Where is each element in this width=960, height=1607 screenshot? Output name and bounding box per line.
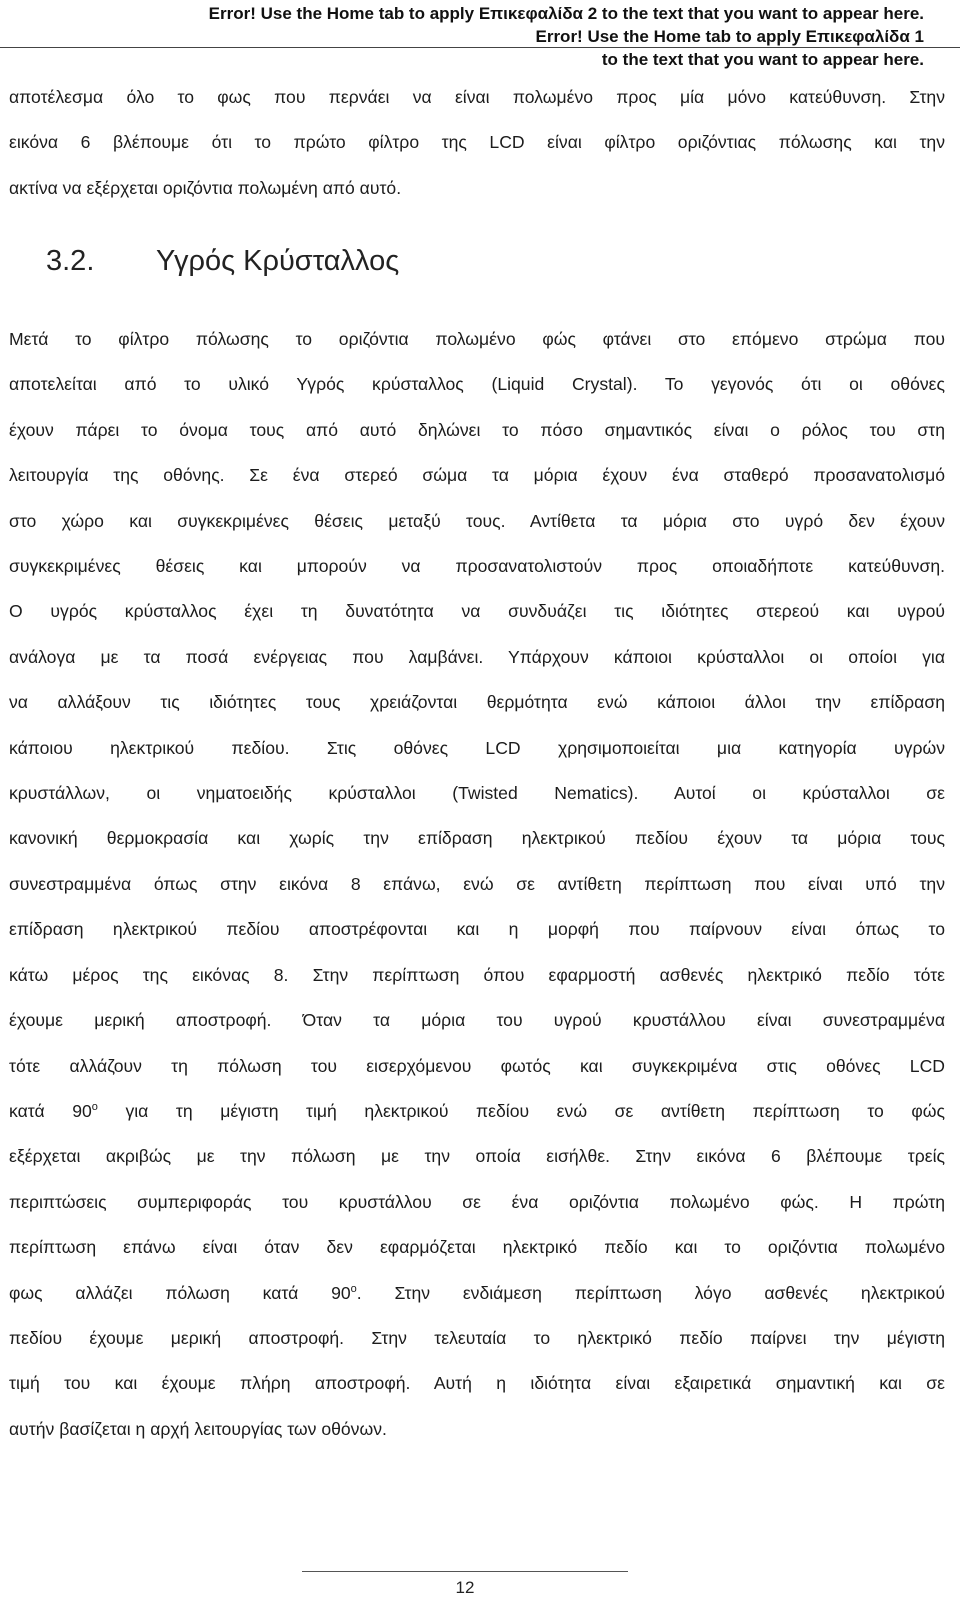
body-line-22 [9, 1271, 945, 1316]
body-paragraph [9, 317, 945, 1452]
running-header [209, 2, 924, 71]
intro-line-2: εικόνα 6 βλέπουμε ότι το πρώτο φίλτρο της LCD είναι φίλτρο οριζόντιας πόλωσης και την [9, 132, 945, 153]
body-line-24: τιμή του και έχουμε πλήρη αποστροφή. Αυτή η ιδιότητα είναι εξαιρετικά σημαντική και σε [9, 1373, 945, 1394]
body-line-21: περίπτωση επάνω είναι όταν δεν εφαρμόζεται ηλεκτρικό πεδίο και το οριζόντια πολωμένο [9, 1237, 945, 1258]
body-line-17: τότε αλλάζουν τη πόλωση του εισερχόμενου φωτός και συγκεκριμένα στις οθόνες LCD [9, 1055, 945, 1076]
header-divider [0, 47, 960, 48]
body-line-19: εξέρχεται ακριβώς με την πόλωση με την οποία εισήλθε. Στην εικόνα 6 βλέπουμε τρείς [9, 1146, 945, 1167]
body-line-5: στο χώρο και συγκεκριμένες θέσεις μεταξύ τους. Αντίθετα τα μόρια στο υγρό δεν έχουν [9, 510, 945, 531]
body-line-25: αυτήν βασίζεται η αρχή λειτουργίας των οθόνων. [9, 1418, 387, 1439]
body-line-1: Μετά το φίλτρο πόλωσης το οριζόντια πολωμένο φώς φτάνει στο επόμενο στρώμα που [9, 329, 945, 349]
body-line-8: ανάλογα με τα ποσά ενέργειας που λαμβάνει. Υπάρχουν κάποιοι κρύσταλλοι οι οποίοι για [9, 646, 945, 667]
running-header-line-2: Error! Use the Home tab to apply Επικεφαλίδα 1 [535, 27, 924, 46]
intro-line-3: ακτίνα να εξέρχεται οριζόντια πολωμένη από αυτό. [9, 177, 402, 198]
section-heading [46, 243, 399, 279]
body-line-15: κάτω μέρος της εικόνας 8. Στην περίπτωση όπου εφαρμοστή ασθενές ηλεκτρικό πεδίο τότε [9, 964, 945, 985]
body-line-4: λειτουργία της οθόνης. Σε ένα στερεό σώμα τα μόρια έχουν ένα σταθερό προσανατολισμό [9, 465, 945, 486]
body-line-7: Ο υγρός κρύσταλλος έχει τη δυνατότητα να συνδυάζει τις ιδιότητες στερεού και υγρού [9, 601, 945, 622]
running-header-line-1: Error! Use the Home tab to apply Επικεφαλίδα 2 to the text that you want to appear here. [208, 4, 924, 23]
body-line-9: να αλλάξουν τις ιδιότητες τους χρειάζονται θερμότητα ενώ κάποιοι άλλοι την επίδραση [9, 692, 945, 713]
section-title: Υγρός Κρύσταλλος [156, 245, 400, 277]
body-line-18-start: κατά 90 [9, 1100, 92, 1121]
body-line-22-end: . Στην ενδιάμεση περίπτωση λόγο ασθενές ηλεκτρικού [356, 1282, 945, 1303]
intro-paragraph [9, 75, 945, 211]
body-line-14: επίδραση ηλεκτρικού πεδίου αποστρέφονται και η μορφή που παίρνουν είναι όπως το [9, 919, 945, 940]
body-line-18 [9, 1089, 945, 1134]
body-line-3: έχουν πάρει το όνομα τους από αυτό δηλώνει το πόσο σημαντικός είναι ο ρόλος του στη [9, 419, 945, 440]
intro-line-1: αποτέλεσμα όλο το φως που περνάει να είναι πολωμένο προς μία μόνο κατεύθυνση. Στην [9, 87, 945, 107]
degree-superscript-1: ο [91, 1101, 98, 1114]
section-number: 3.2. [46, 245, 95, 277]
body-line-22-start: φως αλλάζει πόλωση κατά 90 [9, 1282, 351, 1303]
body-line-11: κρυστάλλων, οι νηματοειδής κρύσταλλοι (Twisted Nematics). Αυτοί οι κρύσταλλοι σε [9, 783, 945, 804]
body-line-20: περιπτώσεις συμπεριφοράς του κρυστάλλου σε ένα οριζόντια πολωμένο φώς. Η πρώτη [9, 1191, 945, 1212]
body-line-10: κάποιου ηλεκτρικού πεδίου. Στις οθόνες LCD χρησιμοποιείται μια κατηγορία υγρών [9, 737, 945, 758]
body-line-2: αποτελείται από το υλικό Υγρός κρύσταλλος (Liquid Crystal). Το γεγονός ότι οι οθόνες [9, 374, 945, 395]
body-line-6: συγκεκριμένες θέσεις και μπορούν να προσανατολιστούν προς οποιαδήποτε κατεύθυνση. [9, 556, 945, 577]
degree-superscript-2: ο [350, 1282, 357, 1295]
running-header-line-3: to the text that you want to appear here. [601, 50, 924, 69]
body-line-12: κανονική θερμοκρασία και χωρίς την επίδραση ηλεκτρικού πεδίου έχουν τα μόρια τους [9, 828, 945, 849]
body-line-16: έχουμε μερική αποστροφή. Όταν τα μόρια του υγρού κρυστάλλου είναι συνεστραμμένα [9, 1010, 945, 1031]
body-line-18-end: για τη μέγιστη τιμή ηλεκτρικού πεδίου ενώ σε αντίθετη περίπτωση το φώς [97, 1100, 945, 1121]
body-line-13: συνεστραμμένα όπως στην εικόνα 8 επάνω, ενώ σε αντίθετη περίπτωση που είναι υπό την [9, 873, 945, 894]
page-number: 12 [455, 1578, 475, 1597]
body-line-23: πεδίου έχουμε μερική αποστροφή. Στην τελευταία το ηλεκτρικό πεδίο παίρνει την μέγιστη [9, 1327, 945, 1348]
footer-divider [302, 1571, 628, 1572]
